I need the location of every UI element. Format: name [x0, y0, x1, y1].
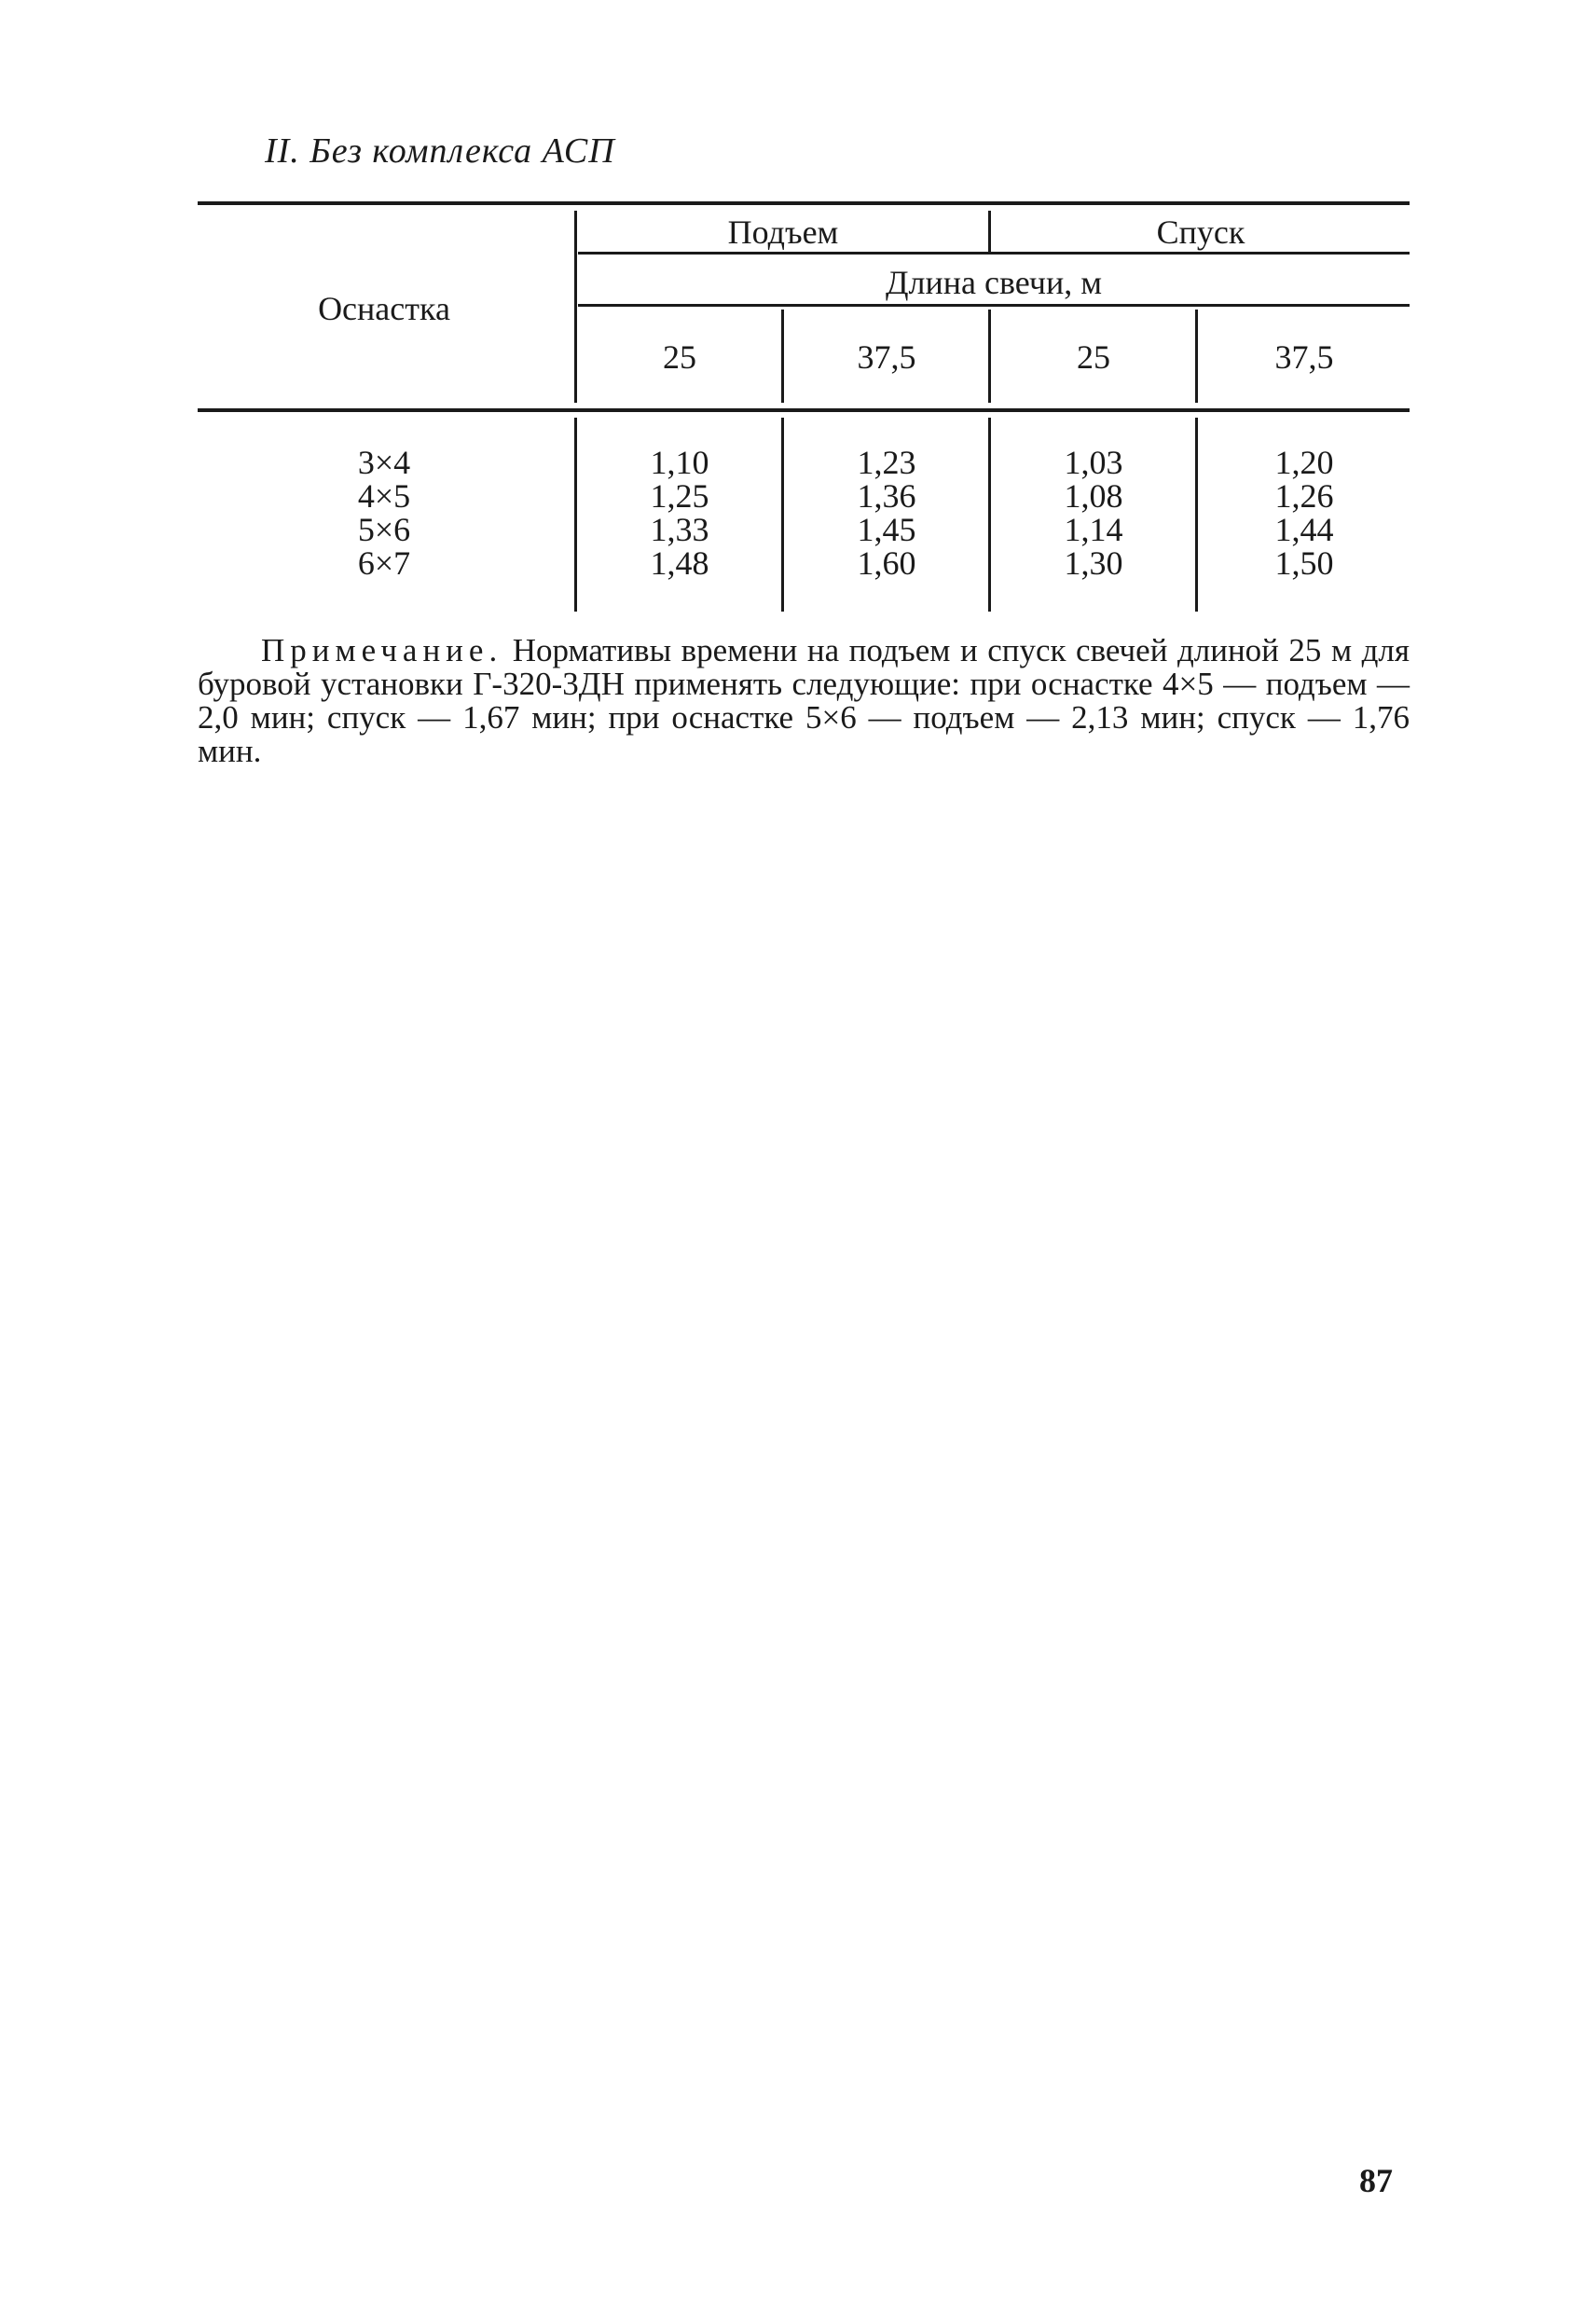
table-cell: 1,60	[857, 544, 916, 582]
table-vline-body-left	[574, 418, 577, 612]
table-cell: 1,50	[1274, 544, 1334, 582]
table-cell: 1,20	[1274, 444, 1334, 481]
lift-25-column	[578, 446, 781, 580]
table-cell: 1,10	[650, 444, 709, 481]
table-cell-rig: 3×4	[357, 444, 411, 481]
table-vline-body-1	[781, 418, 784, 612]
descent-37-5-column	[1199, 446, 1410, 580]
length-header-2: 37,5	[857, 338, 916, 376]
table-cell: 1,44	[1274, 511, 1334, 548]
table-group-rule	[578, 252, 1410, 255]
table-cell: 1,48	[650, 544, 709, 582]
table-cell: 1,23	[857, 444, 916, 481]
length-header-1: 25	[663, 338, 696, 376]
table-vline-header-3	[1195, 310, 1198, 403]
table-cell: 1,03	[1064, 444, 1123, 481]
table-cell-rig: 5×6	[357, 511, 411, 548]
descent-25-column	[992, 446, 1195, 580]
table-note	[198, 634, 1410, 768]
table-cell: 1,36	[857, 477, 916, 515]
table-cell-rig: 4×5	[357, 477, 411, 515]
lift-37-5-column	[785, 446, 988, 580]
note-label: Примечание.	[261, 632, 503, 668]
table-vline-header-left	[574, 211, 577, 403]
note-text: Нормативы времени на подъем и спуск свечей длиной 25 м для буровой установки Г-320-3ДН применять следующие: при оснастке 4×5 — подъем — 2,0 мин; спуск — 1,67 мин; при оснастке 5×6 — подъем — 2,13 мин; спуск — 1,76 мин.	[198, 632, 1410, 769]
table-top-rule	[198, 201, 1410, 205]
length-header-3: 25	[1077, 338, 1110, 376]
table-cell-rig: 6×7	[357, 544, 411, 582]
table-cell: 1,26	[1274, 477, 1334, 515]
table-cell: 1,45	[857, 511, 916, 548]
table-vline-body-2	[988, 418, 991, 612]
length-header-4: 37,5	[1274, 338, 1334, 376]
table-vline-body-3	[1195, 418, 1198, 612]
table-header-bottom-rule	[198, 408, 1410, 412]
group-header-descent: Спуск	[1156, 213, 1245, 251]
page-number: 87	[1359, 2162, 1393, 2199]
table-cell: 1,33	[650, 511, 709, 548]
table-subheader-rule	[578, 304, 1410, 307]
table-vline-group-divider	[988, 211, 991, 252]
group-header-lift: Подъем	[727, 213, 839, 251]
table-vline-header-2	[988, 310, 991, 403]
subheader-stand-length: Длина свечи, м	[885, 264, 1103, 301]
row-header: Оснастка	[318, 290, 450, 327]
table-cell: 1,08	[1064, 477, 1123, 515]
table-cell: 1,25	[650, 477, 709, 515]
table-vline-header-1	[781, 310, 784, 403]
table-cell: 1,30	[1064, 544, 1123, 582]
rig-column	[198, 446, 571, 580]
section-title: II. Без комплекса АСП	[265, 131, 615, 171]
table-cell: 1,14	[1064, 511, 1123, 548]
